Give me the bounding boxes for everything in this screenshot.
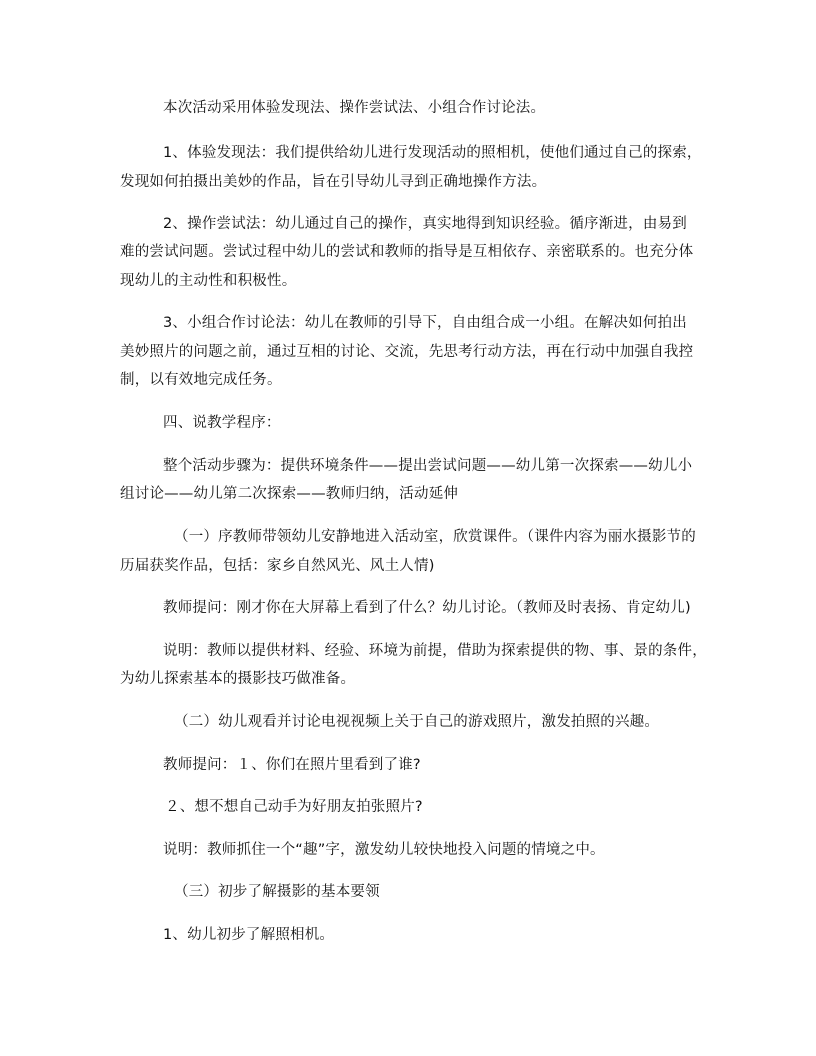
paragraph-explanation-2: 说明：教师抓住一个“趣”字，激发幼儿较快地投入问题的情境之中。: [163, 842, 605, 858]
paragraph-method-2-line-1: 2、操作尝试法：幼儿通过自己的操作，真实地得到知识经验。循序渐进，由易到: [163, 216, 687, 232]
paragraph-teacher-question-2: 教师提问：１、你们在照片里看到了谁?: [163, 757, 421, 773]
paragraph-explanation-1-line-1: 说明：教师以提供材料、经验、环境为前提，借助为探索提供的物、事、景的条件，: [163, 643, 707, 659]
paragraph-method-2-line-2: 难的尝试问题。尝试过程中幼儿的尝试和教师的指导是互相依存、亲密联系的。也充分体: [120, 244, 694, 260]
section-heading-program: 四、说教学程序：: [163, 415, 281, 431]
paragraph-method-1-line-1: 1、体验发现法：我们提供给幼儿进行发现活动的照相机，使他们通过自己的探索，: [163, 145, 702, 161]
paragraph-part-1-line-1: （一）序教师带领幼儿安静地进入活动室，欣赏课件。（课件内容为丽水摄影节的: [174, 529, 696, 545]
paragraph-part-1-line-2: 历届获奖作品，包括：家乡自然风光、风土人情): [120, 558, 435, 574]
paragraph-steps-line-1: 整个活动步骤为：提供环境条件——提出尝试问题——幼儿第一次探索——幼儿小: [163, 458, 693, 474]
paragraph-steps-line-2: 组讨论——幼儿第二次探索——教师归纳，活动延伸: [120, 486, 459, 502]
paragraph-method-3-line-2: 美妙照片的问题之前，通过互相的讨论、交流，先思考行动方法，再在行动中加强自我控: [120, 344, 694, 360]
paragraph-part-2: （二）幼儿观看并讨论电视视频上关于自己的游戏照片，激发拍照的兴趣。: [174, 714, 660, 730]
paragraph-intro: 本次活动采用体验发现法、操作尝试法、小组合作讨论法。: [163, 100, 546, 116]
paragraph-method-2-line-3: 现幼儿的主动性和积极性。: [120, 273, 297, 289]
paragraph-method-3-line-3: 制，以有效地完成任务。: [120, 372, 282, 388]
paragraph-method-1-line-2: 发现如何拍摄出美妙的作品，旨在引导幼儿寻到正确地操作方法。: [120, 174, 547, 190]
paragraph-step-1: 1、幼儿初步了解照相机。: [163, 927, 335, 943]
paragraph-part-3: （三）初步了解摄影的基本要领: [174, 884, 380, 900]
paragraph-teacher-question-1: 教师提问：刚才你在大屏幕上看到了什么？幼儿讨论。（教师及时表扬、肯定幼儿): [163, 600, 691, 616]
paragraph-method-3-line-1: 3、小组合作讨论法：幼儿在教师的引导下，自由组合成一小组。在解决如何拍出: [163, 315, 687, 331]
paragraph-explanation-1-line-2: 为幼儿探索基本的摄影技巧做准备。: [120, 671, 356, 687]
paragraph-teacher-question-3: ２、想不想自己动手为好朋友拍张照片?: [165, 799, 423, 815]
